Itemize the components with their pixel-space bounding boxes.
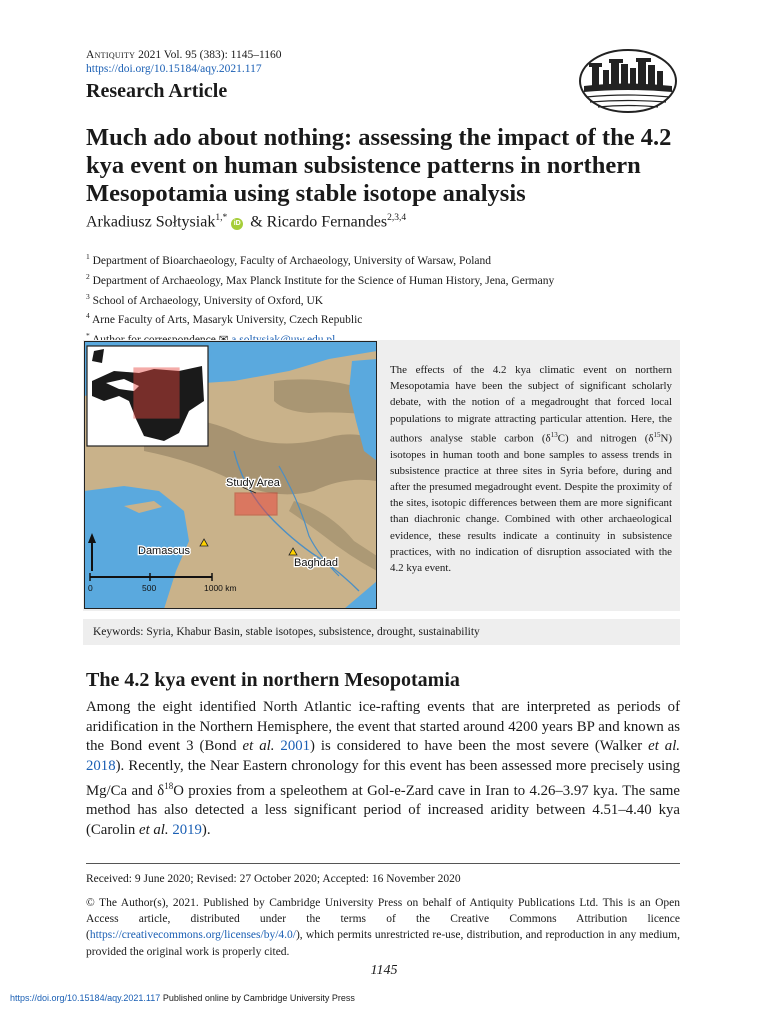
affiliation-mark: 3 <box>86 291 90 301</box>
affiliation-text: Department of Archaeology, Max Planck Institute for the Science of Human History, Jena, Germany <box>92 274 555 287</box>
page-footer <box>10 993 355 1003</box>
city-label-damascus: Damascus <box>138 545 190 557</box>
license-text: © The Author(s), 2021. Published by Cambridge University Press on behalf of Antiquity Publications Ltd. This is an Open Access article, distributed under the terms of the Creative Commons Attribution licence (https://creativecommons.org/licenses/by/4.0/), which permits unrestricted re-use, distribution, and reproduction in any medium, provided the original work is properly cited. <box>86 897 680 958</box>
footer-doi-link[interactable]: https://doi.org/10.15184/aqy.2021.117 <box>10 993 161 1003</box>
body-paragraph: Among the eight identified North Atlantic ice-rafting events that are interpreted as periods of aridification in the Northern Hemisphere, the event that started around 4200 years BP and known as the Bond event 3 (Bond et al. 2001) is considered to have been the most severe (Walker et al. 2018). Recently, the Near Eastern chronology for this event has been assessed more precisely using Mg/Ca and $\delta^{18}O$ proxies from a speleothem at Gol-e-Zard cave in Iran to 4.26–3.97 kya. The same method has also detected a less significant period of increased aridity between 4.51–4.40 kya (Carolin et al. 2019). <box>86 699 681 839</box>
abstract-text: The effects of the 4.2 kya climatic event on northern Mesopotamia have been the subject of significant scholarly debate, with the notion of a megadrought that forced local populations to migrate attracting particular attention. Here, the authors analyse stable carbon $(\delta^{13}C)$ and nitrogen $(\delta^{15}N)$ isotopes in human tooth and bone samples to assess trends in subsistence practice at three sites in Syria before, during and after the presumed megadrought event. Despite the proximity of the sites, isotopic differences between them are more significant than diachronic change. Combined with other archaeological evidence, these results indicate a continuity in subsistence practices, with no indication of disruption associated with the 4.2 kya event. <box>390 364 672 575</box>
section-heading: The 4.2 kya event in northern Mesopotamia <box>86 669 460 691</box>
affiliation-item <box>86 249 554 269</box>
article-type: Research Article <box>86 80 228 102</box>
affiliation-item <box>86 308 554 328</box>
citation-link[interactable]: 2001 <box>280 738 311 755</box>
journal-name: Antiquity <box>86 49 136 61</box>
author-name: Arkadiusz Sołtysiak <box>86 213 216 231</box>
license-link[interactable]: https://creativecommons.org/licenses/by/4.0/ <box>89 929 296 942</box>
correspondence-mark: * <box>86 331 90 341</box>
affiliation-mark: 2 <box>86 271 90 281</box>
author-name: Ricardo Fernandes <box>266 213 388 231</box>
page-number: 1145 <box>370 963 398 978</box>
scale-label: 0 <box>88 583 93 593</box>
author-affiliation-marks: 1,* <box>215 213 228 223</box>
affiliation-item <box>86 269 554 289</box>
author-line <box>86 213 406 231</box>
affiliation-text: Department of Bioarchaeology, Faculty of Archaeology, University of Warsaw, Poland <box>92 254 492 267</box>
author-joiner: & <box>250 213 263 231</box>
author-affiliation-marks: 2,3,4 <box>387 213 407 223</box>
citation-link[interactable]: 2019 <box>172 822 202 839</box>
affiliation-text: Arne Faculty of Arts, Masaryk University, Czech Republic <box>92 314 363 327</box>
footer-publisher: Published online by Cambridge University Press <box>162 993 355 1003</box>
affiliation-mark: 4 <box>86 311 90 321</box>
affiliation-list <box>86 249 554 348</box>
study-area-label: Study Area <box>226 477 280 489</box>
city-label-baghdad: Baghdad <box>294 557 339 569</box>
citation-link[interactable]: 2018 <box>86 758 116 775</box>
study-area-map <box>84 341 377 609</box>
citation-details: 2021 Vol. 95 (383): 1145–1160 <box>138 49 282 61</box>
keywords: Keywords: Syria, Khabur Basin, stable isotopes, subsistence, drought, sustainability <box>93 626 480 638</box>
affiliation-item <box>86 289 554 309</box>
divider <box>86 863 680 864</box>
orcid-icon[interactable]: iD <box>231 218 243 230</box>
journal-citation <box>86 49 282 61</box>
article-title: Much ado about nothing: assessing the impact of the 4.2 kya event on human subsistence patterns in northern Mesopotamia using stable isotope analysis <box>86 124 672 207</box>
scale-label: 1000 km <box>204 583 237 593</box>
scale-label: 500 <box>142 583 157 593</box>
affiliation-mark: 1 <box>86 252 90 261</box>
antiquity-stonehenge-logo-icon <box>578 48 678 114</box>
submission-dates: Received: 9 June 2020; Revised: 27 October 2020; Accepted: 16 November 2020 <box>86 873 461 885</box>
doi-link[interactable]: https://doi.org/10.15184/aqy.2021.117 <box>86 63 262 75</box>
affiliation-text: School of Archaeology, University of Oxford, UK <box>92 294 324 307</box>
